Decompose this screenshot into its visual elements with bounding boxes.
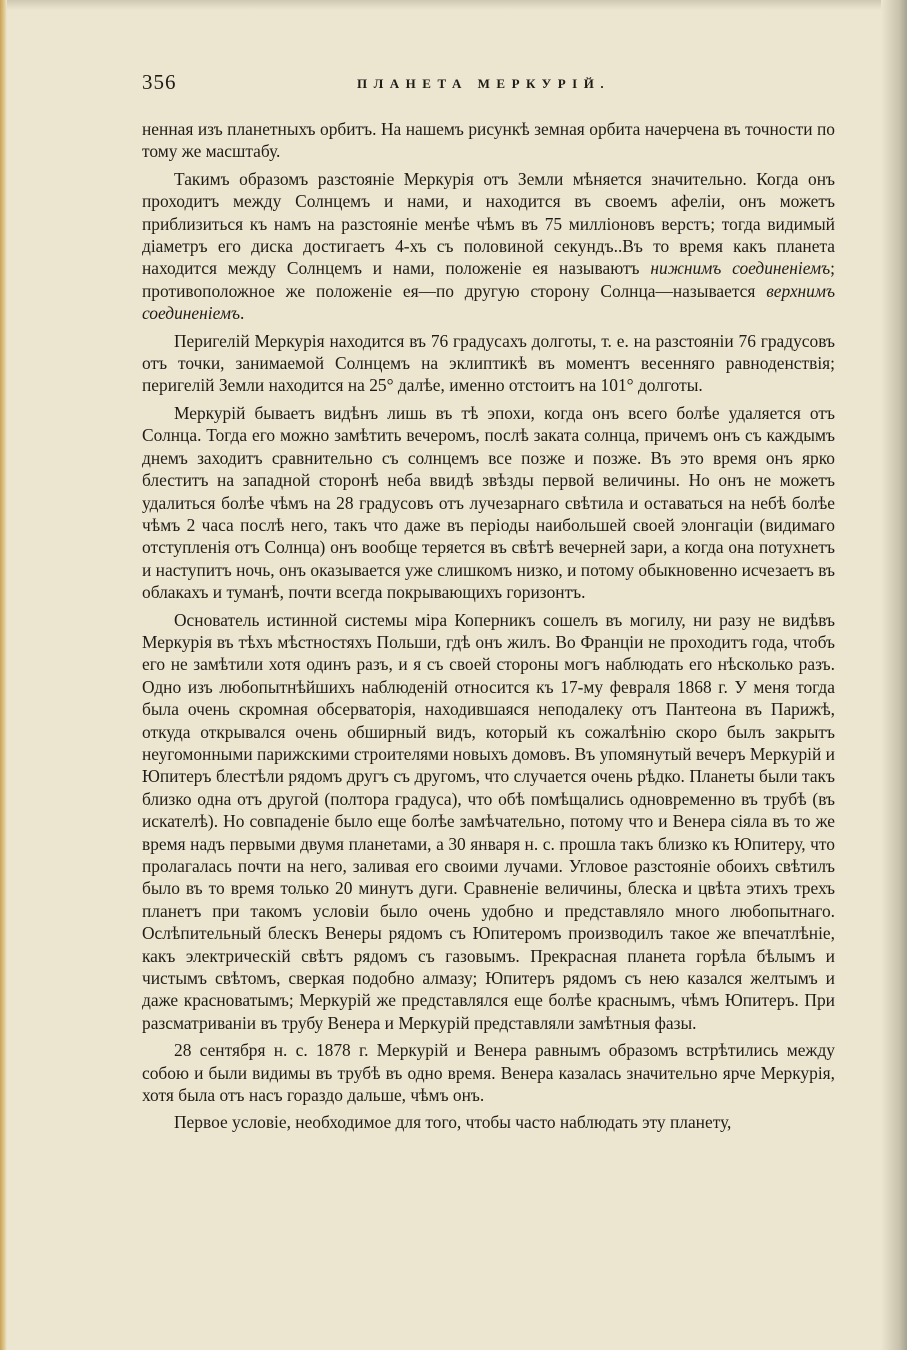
page-left-edge <box>0 0 7 1350</box>
text-run: ; противоположное же положеніе ея—по другую сторону Солнца—называется <box>142 258 835 301</box>
running-title: ПЛАНЕТА МЕРКУРІЙ. <box>357 76 611 91</box>
text-run: Такимъ образомъ разстояніе Меркурія отъ Земли мѣняется значительно. Когда онъ проходитъ между Солнцемъ и нами, и находится въ своемъ афеліи, онъ можетъ приблизиться къ намъ на разстояніе менѣе чѣмъ въ 75 милліоновъ верстъ; тогда видимый діаметръ его диска достигаетъ 4-хъ съ половиной секундъ..Въ то время какъ планета находится между Солнцемъ и нами, положеніе ея называютъ <box>142 168 835 279</box>
paragraph <box>142 168 835 325</box>
paragraph: Основатель истинной системы міра Коперникъ сошелъ въ могилу, ни разу не видѣвъ Меркурія въ тѣхъ мѣстностяхъ Польши, гдѣ онъ жилъ. Во Франціи не проходитъ года, чтобъ его не замѣтили хотя одинъ разъ, и я съ своей стороны могъ наблюдать его нѣсколько разъ. Одно изъ любопытнѣйшихъ наблюденій относится къ 17-му февраля 1868 г. У меня тогда была очень скромная обсерваторія, находившаяся неподалеку отъ Пантеона въ Парижѣ, откуда открывался очень обширный видъ, который къ сожалѣнію скоро былъ закрытъ неугомонными парижскими строителями новыхъ домовъ. Въ упомянутый вечеръ Меркурій и Юпитеръ блестѣли рядомъ другъ съ другомъ, что случается очень рѣдко. Планеты были такъ близко одна отъ другой (полтора градуса), что обѣ помѣщались одновременно въ трубѣ (въ искателѣ). Но совпаденіе было еще болѣе замѣчательно, потому что и Венера сіяла въ то же время надъ первыми двумя планетами, а 30 января н. с. прошла такъ близко къ Юпитеру, что пролагалась почти на него, заливая его своими лучами. Угловое разстояніе обоихъ свѣтилъ было въ то время только 20 минутъ дуги. Сравненіе величины, блеска и цвѣта этихъ трехъ планетъ при такомъ условіи было очень удобно и представляло много любопытнаго. Ослѣпительный блескъ Венеры рядомъ съ Юпитеромъ производилъ такое же впечатлѣніе, какъ электрическій свѣтъ рядомъ съ газовымъ. Прекрасная планета горѣла бѣлымъ и чистымъ свѣтомъ, сверкая подобно алмазу; Юпитеръ рядомъ съ нею казался желтымъ и даже красноватымъ; Меркурій же представлялся еще болѣе краснымъ, чѣмъ Юпитеръ. При разсматриваніи въ трубу Венера и Меркурій представляли замѣтныя фазы. <box>142 609 835 1033</box>
paragraph: Меркурій бываетъ видѣнъ лишь въ тѣ эпохи, когда онъ всего болѣе удаляется отъ Солнца. Тогда его можно замѣтить вечеромъ, послѣ заката солнца, причемъ онъ съ каждымъ днемъ заходитъ сравнительно съ солнцемъ все позже и позже. Въ это время онъ ярко блеститъ на западной сторонѣ неба ввидѣ звѣзды первой величины. Но онъ не можетъ удалиться болѣе чѣмъ на 28 градусовъ отъ лучезарнаго свѣтила и оставаться на небѣ болѣе чѣмъ 2 часа послѣ него, такъ что даже въ періоды наибольшей своей элонгаціи (видимаго отступленія отъ Солнца) онъ вообще теряется въ свѣтѣ вечерней зари, а когда она потухнетъ и наступитъ ночь, онъ оказывается уже слишкомъ низко, и потому обыкновенно исчезаетъ въ облакахъ и туманѣ, почти всегда покрывающихъ горизонтъ. <box>142 402 835 603</box>
paragraph: Первое условіе, необходимое для того, чтобы часто наблюдать эту планету, <box>174 1112 732 1133</box>
paragraph: Перигелій Меркурія находится въ 76 градусахъ долготы, т. е. на разстояніи 76 градусовъ отъ точки, занимаемой Солнцемъ на эклиптикѣ въ моментъ весенняго равноденствія; перигелій Земли находится на 25° далѣе, именно отстоитъ на 101° долготы. <box>142 330 835 396</box>
page-header <box>142 70 835 100</box>
page-number: 356 <box>142 70 177 94</box>
page-top-edge <box>0 0 907 10</box>
italic-term: верхнимъ соединеніемъ <box>142 280 835 324</box>
italic-term: нижнимъ соединеніемъ <box>650 258 831 279</box>
page-right-edge <box>881 0 907 1350</box>
paragraph: 28 сентября н. с. 1878 г. Меркурій и Венера равнымъ образомъ встрѣтились между собою и были видимы въ трубѣ въ одно время. Венера казалась значительно ярче Меркурія, хотя была отъ насъ гораздо дальше, чѣмъ онъ. <box>142 1040 835 1106</box>
body-text <box>142 118 835 1134</box>
text-run: . <box>239 303 245 324</box>
paragraph: ненная изъ планетныхъ орбитъ. На нашемъ рисункѣ земная орбита начерчена въ точности по тому же масштабу. <box>142 119 835 162</box>
